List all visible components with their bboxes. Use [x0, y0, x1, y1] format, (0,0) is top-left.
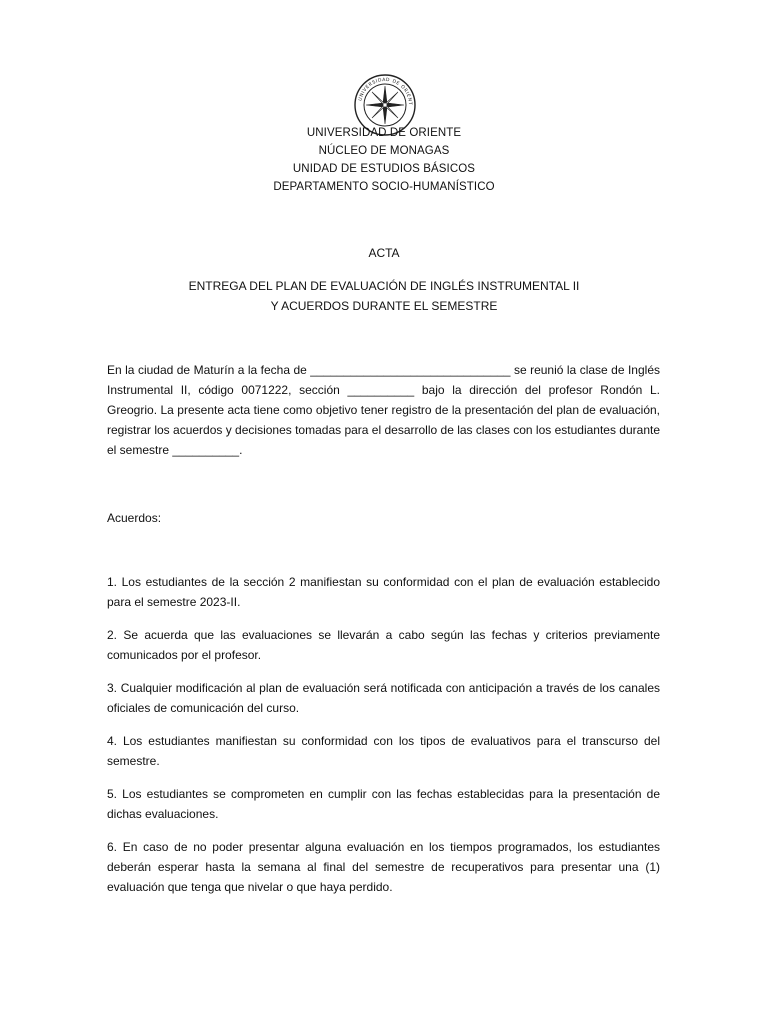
subtitle-line-2: Y ACUERDOS DURANTE EL SEMESTRE [270, 299, 498, 313]
agreement-item: 5. Los estudiantes se comprometen en cumplir con las fechas establecidas para la presentación de dichas evaluaciones. [107, 787, 660, 821]
agreement-item: 1. Los estudiantes de la sección 2 manifiestan su conformidad con el plan de evaluación establecido para el semestre 2023-II. [107, 575, 660, 609]
agreement-item: 4. Los estudiantes manifiestan su conformidad con los tipos de evaluativos para el transcurso del semestre. [107, 734, 660, 768]
header-department: DEPARTAMENTO SOCIO-HUMANÍSTICO [273, 181, 495, 193]
intro-paragraph: En la ciudad de Maturín a la fecha de ______________________________ se reunió la clase de Inglés Instrumental II, código 0071222, sección __________ bajo la dirección del profesor Rondón L. Greogrio. La presente acta tiene como objetivo tener registro de la presentación del plan de evaluación, registrar los acuerdos y decisiones tomadas para el desarrollo de las clases con los estudiantes durante el semestre __________. [107, 363, 660, 457]
document-title: ACTA [368, 246, 400, 260]
header-university: UNIVERSIDAD DE ORIENTE [306, 127, 462, 139]
agreement-item: 3. Cualquier modificación al plan de evaluación será notificada con anticipación a través de los canales oficiales de comunicación del curso. [107, 681, 660, 715]
document-subtitle [0, 276, 768, 316]
agreement-item: 2. Se acuerda que las evaluaciones se llevarán a cabo según las fechas y criterios previamente comunicados por el profesor. [107, 628, 660, 662]
subtitle-line-1: ENTREGA DEL PLAN DE EVALUACIÓN DE INGLÉS INSTRUMENTAL II [188, 279, 580, 293]
agreements-list [107, 572, 660, 910]
institution-header [0, 124, 768, 196]
header-unit: UNIDAD DE ESTUDIOS BÁSICOS [292, 163, 476, 175]
seal-ring-text: UNIVERSIDAD DE ORIENT [358, 77, 413, 106]
header-nucleus: NÚCLEO DE MONAGAS [318, 145, 450, 157]
agreement-item: 6. En caso de no poder presentar alguna evaluación en los tiempos programados, los estudiantes deberán esperar hasta la semana al final del semestre de recuperativos para presentar una (1) evaluación que tenga que nivelar o que haya perdido. [107, 840, 660, 894]
agreements-heading: Acuerdos: [107, 511, 162, 525]
